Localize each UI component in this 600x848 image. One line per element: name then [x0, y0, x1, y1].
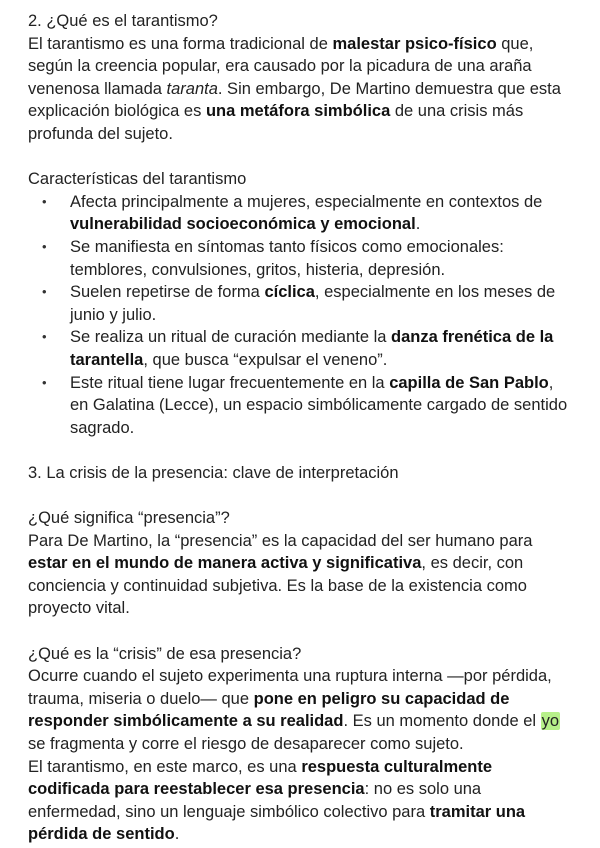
text-span: se fragmenta y corre el riesgo de desaparecer como sujeto.	[28, 735, 464, 753]
bold-span: vulnerabilidad socioeconómica y emocional	[70, 215, 416, 234]
text-span: , en Galatina (Lecce), un espacio simbólicamente cargado de sentido sagrado.	[70, 373, 568, 437]
crisis-paragraph-2	[28, 756, 572, 846]
text-span: .	[415, 215, 421, 234]
text-span: . Sin embargo, De Martino demuestra que esta explicación biológica es	[28, 79, 561, 121]
text-span: Suelen repetirse de forma	[70, 283, 265, 302]
text-span: de una crisis más profunda del sujeto.	[28, 102, 524, 143]
bold-span: pone en peligro su capacidad de responder simbólicamente a su realidad	[28, 689, 510, 731]
text-span: Para De Martino, la “presencia” es la capacidad del ser humano para	[28, 531, 533, 550]
spacer	[28, 146, 572, 169]
bold-span: cíclica	[264, 283, 315, 302]
bold-span: una metáfora simbólica	[205, 102, 391, 121]
list-item	[28, 281, 572, 326]
section-2-title: 2. ¿Qué es el tarantismo?	[28, 12, 218, 30]
crisis-heading: ¿Qué es la “crisis” de esa presencia?	[28, 644, 302, 663]
section-2-paragraph	[28, 33, 572, 146]
crisis-paragraph	[28, 665, 572, 755]
text-span: El tarantismo es una forma tradicional de	[28, 34, 333, 53]
spacer	[28, 439, 572, 462]
bold-span: capilla de San Pablo	[389, 373, 549, 392]
bold-span: malestar psico-físico	[332, 34, 497, 53]
italic-span: taranta	[166, 79, 218, 98]
text-span: Ocurre cuando el sujeto experimenta una ruptura interna —por pérdida, trauma, miseria o duelo— que	[28, 667, 552, 708]
presence-heading: ¿Qué significa “presencia”?	[28, 509, 230, 528]
text-span: que, según la creencia popular, era causado por la picadura de una araña venenosa llamada	[28, 34, 534, 98]
spacer	[28, 484, 572, 507]
text-span: Afecta principalmente a mujeres, especialmente en contextos de	[70, 192, 543, 211]
bold-span: danza frenética de la tarantella	[70, 328, 554, 369]
highlighted-word: yo	[541, 712, 560, 731]
text-span: . Es un momento donde el	[343, 712, 541, 731]
text-span: El tarantismo, en este marco, es una	[28, 757, 302, 776]
bold-span: estar en el mundo de manera activa y significativa	[28, 554, 422, 573]
bold-span: respuesta culturalmente codificada para reestablecer esa presencia	[28, 757, 493, 799]
spacer	[28, 620, 572, 643]
presence-paragraph	[28, 530, 572, 620]
list-item	[28, 191, 572, 236]
list-item	[28, 326, 572, 371]
text-span: , que busca “expulsar el veneno”.	[143, 350, 388, 369]
characteristics-heading: Características del tarantismo	[28, 170, 247, 189]
characteristics-list	[28, 191, 572, 440]
text-span: .	[174, 825, 180, 844]
list-item	[28, 236, 572, 281]
text-span: , es decir, con conciencia y continuidad subjetiva. Es la base de la existencia como proyecto vital.	[28, 554, 527, 618]
section-3-title: 3. La crisis de la presencia: clave de interpretación	[28, 463, 399, 482]
text-span: : no es solo una enfermedad, sino un lenguaje simbólico colectivo para	[28, 780, 482, 821]
bold-span: tramitar una pérdida de sentido	[28, 802, 526, 844]
text-span: Se realiza un ritual de curación mediante la	[70, 328, 392, 347]
text-span: Se manifiesta en síntomas tanto físicos como emocionales: temblores, convulsiones, gritos, histeria, depresión.	[70, 237, 504, 279]
text-span: Este ritual tiene lugar frecuentemente en la	[70, 373, 390, 392]
text-span: , especialmente en los meses de junio y julio.	[70, 283, 556, 324]
list-item	[28, 372, 572, 440]
